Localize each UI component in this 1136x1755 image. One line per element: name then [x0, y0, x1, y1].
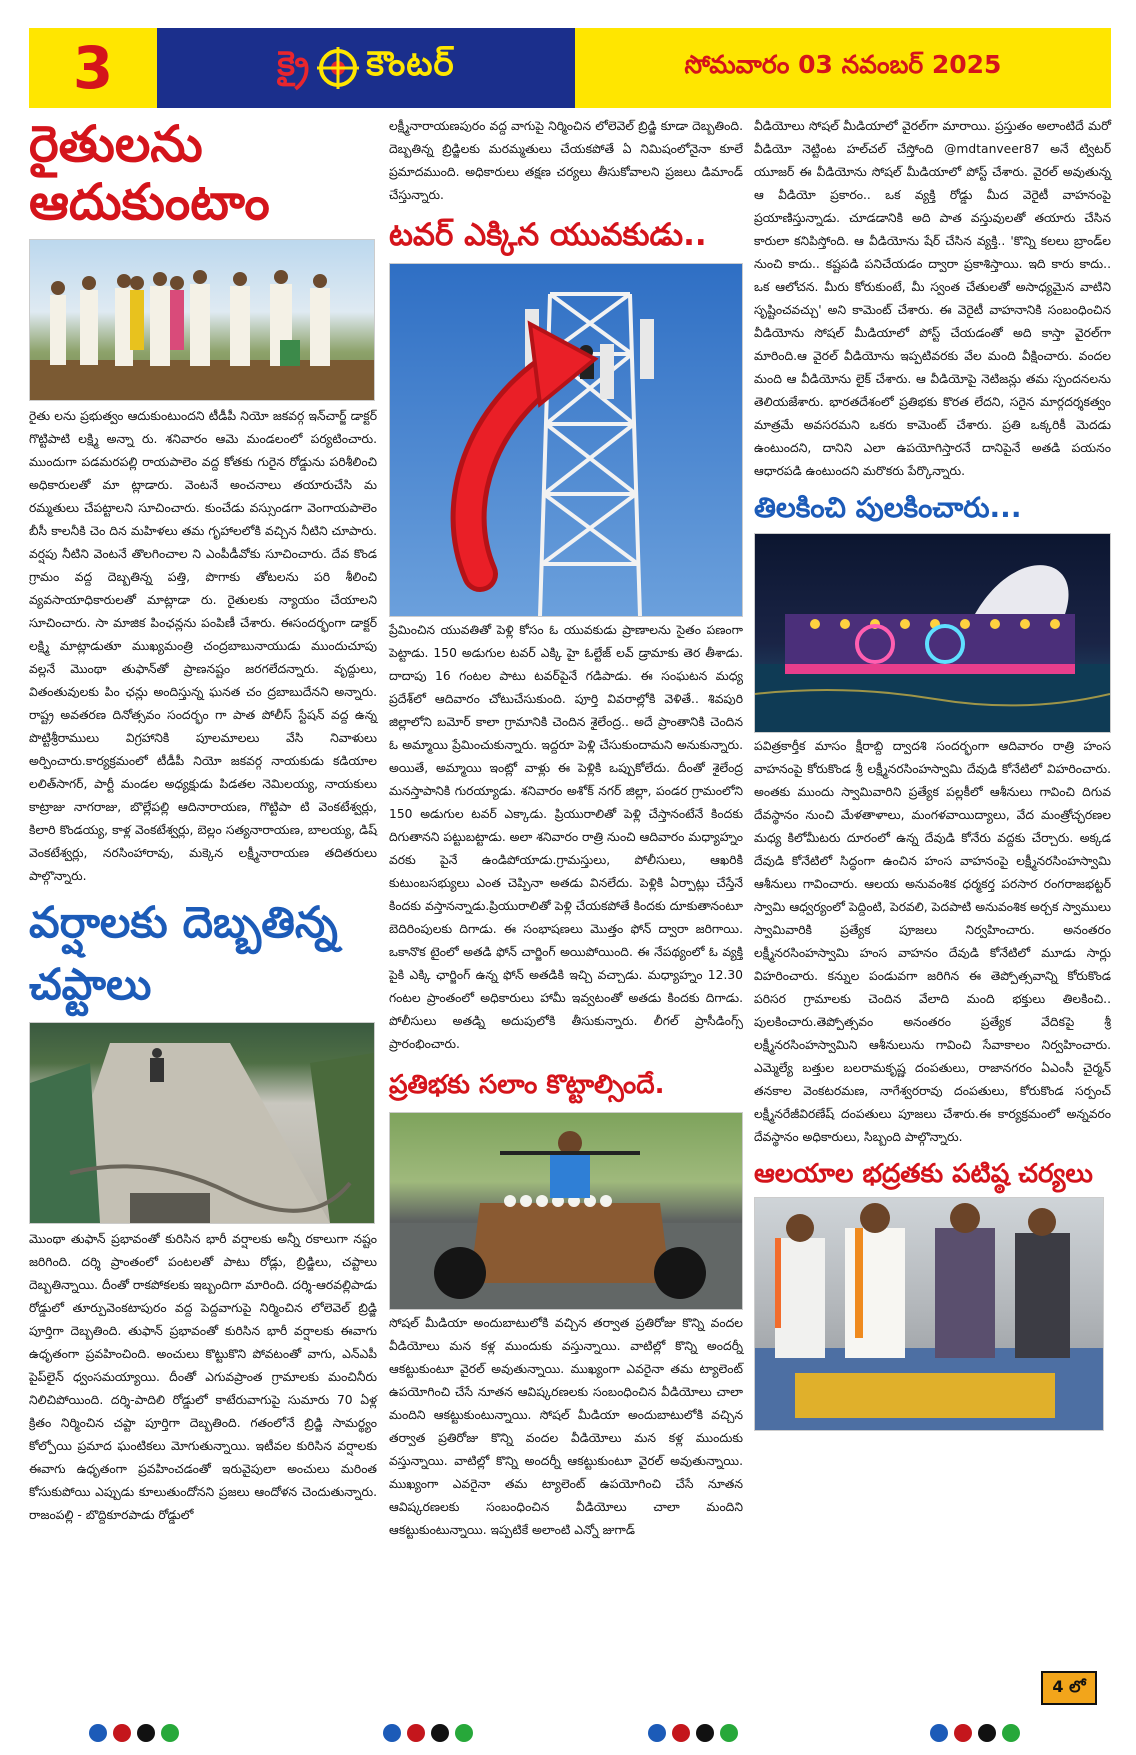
date-box	[575, 28, 1111, 108]
photo-minister-hospital	[754, 1197, 1104, 1431]
dot-green	[1002, 1724, 1020, 1742]
story-bridge-continued: లక్ష్మీనారాయణపురం వద్ద వాగుపై నిర్మించిన లోలెవెల్ బ్రిడ్జి కూడా దెబ్బతింది. దెబ్బతిన్న బ్రిడ్జిలకు మరమ్మతులు చేయకపోతే ఏ నిమిషంలోనైనా కూలే ప్రమాదముంది. అధికారులు తక్షణ చర్యలు తీసుకోవాలని ప్రజలు డిమాండ్ చేస్తున్నారు.	[389, 119, 743, 202]
photo-farmers-inspection	[29, 239, 375, 401]
story-talent-body: సోషల్ మీడియా అందుబాటులోకి వచ్చిన తర్వాత ప్రతిరోజు కొన్ని వందల వీడియోలు మన కళ్ల ముందుకు వస్తున్నాయి. వాటిల్లో కొన్ని అందర్నీ ఆకట్టుకుంటూ వైరల్ అవుతున్నాయి. ముఖ్యంగా ఎవరైనా తమ ట్యాలెంట్ ఉపయోగించి చేసే నూతన ఆవిష్కరణలకు సంబంధించిన వీడియోలు చాలా మందిని ఆకట్టుకుంటున్నాయి. సోషల్ మీడియా అందుబాటులోకి వచ్చిన తర్వాత ప్రతిరోజు కొన్ని వందల వీడియోలు మన కళ్ల ముందుకు వస్తున్నాయి. వాటిల్లో కొన్ని అందర్నీ ఆకట్టుకుంటూ వైరల్ అవుతున్నాయి. ముఖ్యంగా ఎవరైనా తమ ట్యాలెంట్ ఉపయోగించి చేసే నూతన ఆవిష్కరణలకు సంబంధించిన వీడియోలు చాలా మందిని ఆకట్టుకుంటున్నాయి. ఇప్పటికే అలాంటి ఎన్నో జుగాడ్	[389, 1316, 743, 1537]
column-2	[389, 115, 743, 1542]
story-farmers-body: రైతు లను ప్రభుత్వం ఆదుకుంటుందని టీడీపీ నియో జకవర్గ ఇన్‌చార్జ్ డాక్టర్ గొట్టిపాటి లక్ష్మి అన్నా రు. శనివారం ఆమె మండలంలో పర్యటించారు. ముందుగా పడమరపల్లి రాయపాలెం వద్ద కోతకు గురైన రోడ్డును పరిశీలించి అధికారులతో మా ట్లాడారు. వెంటనే అంచనాలు తయారుచేసి మ రమ్మతులు చేపట్టాలని సూచించారు. కుంచేడు వస్సుండగా వెంగాయపాలెం బీసీ కాలనీకి చెం దిన మహిళలు తమ గృహాలలోకి వచ్చిన నీటిని చూపారు. వర్షపు నీటిని వెంటనే తొలగించాల ని ఎంపీడీవోకు సూచించారు. దేవ కొండ గ్రామం వద్ద దెబ్బతిన్న పత్తి, పొగాకు తోటలను పరి శీలించి వ్యవసాయాధికారులతో మాట్లాడా రు. రైతులకు న్యాయం చేయాలని సూచించారు. సా మాజిక పింఛన్లను పంపిణీ చేశారు. ఈసందర్భంగా డాక్టర్ లక్ష్మి మాట్లాడుతూ ముఖ్యమంత్రి చంద్రబాబునాయుడు ముందుచూపు వల్లనే మొంథా తుఫాన్‌తో ప్రాణనష్టం జరగలేదన్నారు. వృద్దులు, వితంతువులకు పిం ఛన్లు అందిస్తున్న ఘనత చం ద్రబాబుదేనని అన్నారు. రాష్ట్ర అవతరణ దినోత్సవం సందర్భం గా పాత పోలీస్ స్టేషన్ వద్ద ఉన్న పొట్టిశ్రీరాములు విగ్రహానికి పూలమాలలు వేసి నివాళులు అర్పించారు.కార్యక్రమంలో టీడీపీ నియో జకవర్గ నాయకుడు కడియాల లలిత్‌సాగర్, పార్టీ మండల అధ్యక్షుడు పిడతల నెమిలయ్య, నాయకులు కాట్రాజు నాగరాజు, బొల్లేపల్లి ఆదినారాయణ, గొట్టిపా టి వెంకటేశ్వర్లు, కిలారి కొండయ్య, కాళ్ల వెంకటేశ్వర్లు, బెల్లం సత్యనారాయణ, బాలయ్య, డిష్ వెంకటేశ్వర్లు, నరసింహారావు, మక్కెన లక్ష్మీనారాయణ తదితరులు పాల్గొన్నారు.	[29, 409, 377, 883]
footer-dots-4	[930, 1724, 1020, 1742]
headline-tower: టవర్ ఎక్కిన యువకుడు..	[389, 217, 707, 253]
dot-red	[954, 1724, 972, 1742]
story-tower-body: ప్రేమించిన యువతితో పెళ్లి కోసం ఓ యువకుడు ప్రాణాలను సైతం పణంగా పెట్టాడు. 150 అడుగుల టవర్ ఎక్కి హై ఓల్టేజ్ లవ్ డ్రామాకు తెర తీశాడు. దాదాపు 16 గంటల పాటు టవర్‌పైనే గడిపాడు. ఈ సంఘటన మధ్య ప్రదేశ్‌లో ఆదివారం చోటుచేసుకుంది. పూర్తి వివరాల్లోకి వెళితే.. శివపురి జిల్లాలోని బమోర్ కాలా గ్రామానికి చెందిన శైలేంద్ర.. అదే ప్రాంతానికి చెందిన ఓ అమ్మాయి ప్రేమించుకున్నారు. ఇద్దరూ పెళ్లి చేసుకుందామని అనుకున్నారు. అయితే, అమ్మాయి ఇంట్లో వాళ్లు ఈ పెళ్లికి ఒప్పుకోలేదు. దీంతో శైలేంద్ర మనస్తాపానికి గురయ్యాడు. శనివారం అశోక్ నగర్ జిల్లా, పండర గ్రామంలోని 150 అడుగుల టవర్ ఎక్కాడు. ప్రియురాలితో పెళ్లి చేస్తానంటేనే కిందకు దిగుతానని పట్టుబట్టాడు. అలా శనివారం రాత్రి నుంచి ఆదివారం మధ్యాహ్నం వరకు పైనే ఉండిపోయాడు.గ్రామస్తులు, పోలీసులు, ఆఖరికి కుటుంబసభ్యులు ఎంత చెప్పినా అతడు వినలేదు. పెళ్లికి ఏర్పాట్లు చేస్తేనే కిందకు వస్తానన్నాడు.ప్రియురాలితో పెళ్లి చేయకపోతే కిందకు దూకుతానంటూ బెదిరింపులకు దిగాడు. ఈ సంభాషణలు మొత్తం ఫోన్ ద్వారా జరిగాయి. ఒకానొక టైంలో అతడి ఫోన్ చార్జింగ్ అయిపోయింది. ఈ నేపథ్యంలో ఓ వ్యక్తి పైకి ఎక్కి ఛార్జింగ్ ఉన్న ఫోన్ అతడికి ఇచ్చి వచ్చాడు. మధ్యాహ్నం 12.30 గంటల ప్రాంతంలో అధికారులు హామీ ఇవ్వటంతో అతడు కిందకు దిగాడు. పోలీసులు అతడ్ని అదుపులోకి తీసుకున్నారు. లీగల్ ప్రాసీడింగ్స్ ప్రారంభించారు.	[389, 623, 744, 1051]
dot-black	[696, 1724, 714, 1742]
page-number-box	[29, 28, 157, 108]
dot-red	[407, 1724, 425, 1742]
headline-festival: తిలకించి పులకించారు...	[754, 491, 1022, 524]
dot-green	[720, 1724, 738, 1742]
dot-blue	[383, 1724, 401, 1742]
logo-right-text: కౌంటర్	[366, 44, 455, 84]
page-number: 3	[72, 34, 114, 102]
newspaper-logo	[157, 28, 575, 108]
photo-tower-youth	[389, 263, 743, 617]
dot-green	[455, 1724, 473, 1742]
dot-black	[978, 1724, 996, 1742]
column-3	[754, 115, 1111, 1431]
photo-homemade-car	[389, 1112, 743, 1310]
dot-black	[137, 1724, 155, 1742]
headline-farmers: రైతులను ఆదుకుంటాం	[29, 115, 270, 231]
story-culverts-body: మొంథా తుఫాన్ ప్రభావంతో కురిసిన భారీ వర్షాలకు అన్నీ రకాలుగా నష్టం జరిగింది. దర్శి ప్రాంతంలో పంటలతో పాటు రోడ్లు, బ్రిడ్జిలు, చప్టాలు దెబ్బతిన్నాయి. దీంతో రాకపోకలకు ఇబ్బందిగా మారింది. దర్శి-ఆరవల్లిపాడు రోడ్డులో తూర్పువెంకటాపురం వద్ద పెద్దవాగుపై నిర్మించిన లోలెవెల్ బ్రిడ్జి పూర్తిగా దెబ్బతింది. తుఫాన్ ప్రభావంతో కురిసిన భారీ వర్షాలకు ఈవాగు ఉధృతంగా ప్రవహించింది. అంచులు కొట్టుకొని పోవటంతో వాగు, ఎన్‌ఎపీ పైప్‌లైన్ ధ్వంసమయ్యాయి. దీంతో ఎగువప్రాంత గ్రామాలకు మంచినీరు నిలిచిపోయింది. దర్శి-పాదిలి రోడ్డులో కాటేరువాగుపై సుమారు 70 ఏళ్ల క్రితం నిర్మించిన చప్టా పూర్తిగా దెబ్బతింది. గతంలోనే బ్రిడ్జి సామర్థ్యం కోల్పోయి ప్రమాద ఘంటికలు మోగుతున్నాయి. ఇటీవల కురిసిన వర్షాలకు ఈవాగు ఉధృతంగా ప్రవహించడంతో ఇరువైపులా అంచులు మరింత కోసుకుపోయి ఎప్పుడు కూలుతుందోనని ప్రజలు ఆందోళన చెందుతున్నారు. రాజంపల్లి - బొద్దికూరపాడు రోడ్డులో	[29, 1232, 377, 1522]
headline-culverts: వర్షాలకు దెబ్బతిన్న చప్టాలు	[29, 898, 338, 1010]
footer-dots-1	[89, 1724, 179, 1742]
dot-blue	[648, 1724, 666, 1742]
headline-temple-security: ఆలయాల భద్రతకు పటిష్ఠ చర్యలు	[754, 1159, 1093, 1189]
dot-blue	[930, 1724, 948, 1742]
photo-temple-float	[754, 533, 1111, 733]
story-talent-continued: వీడియోలు సోషల్ మీడియాలో వైరల్‌గా మారాయి. ప్రస్తుతం అలాంటిదే మరో వీడియో నెట్టింట హల్‌చల్ చేస్తోంది @mdtanveer87 అనే ట్విటర్ యూజర్ ఈ వీడియోను సోషల్ మీడియాలో పోస్ట్ చేశారు. వైరల్ అవుతున్న ఆ వీడియో ప్రకారం.. ఒక వ్యక్తి రోడ్డు మీద వెరైటీ వాహనంపై ప్రయాణిస్తున్నాడు. చూడడానికి అది పాత వస్తువులతో తయారు చేసిన కారులా కనిపిస్తోంది. ఆ వీడియోను షేర్ చేసిన వ్యక్తి.. 'కొన్ని కలలు బ్రాండ్‌ల నుంచి కాదు.. కష్టపడి పనిచేయడం ద్వారా ప్రకాశిస్తాయి. ఇది కారు కాదు.. ఒక ఆలోచన. మీరు కోరుకుంటే, మీ స్వంత చేతులతో అసాధ్యమైన వాటిని సృష్టించవచ్చు' అని కామెంట్ చేశారు. ఈ వెరైటీ వాహనానికి సంబంధించిన వీడియోను సోషల్ మీడియాలో పోస్ట్ చేయడంతో అది కాస్తా వైరల్‌గా మారింది.ఆ వైరల్ వీడియోను ఇప్పటివరకు వేల మంది వీక్షించారు. వందల మంది ఆ వీడియోను లైక్ చేశారు. ఆ వీడియోపై నెటిజన్లు తమ స్పందనలను తెలియజేశారు. భారతదేశంలో ప్రతిభకు కొరత లేదని, సరైన మార్గదర్శకత్వం మాత్రమే అవసరమని ఒకరు కామెంట్ చేశారు. ప్రతి ఒక్కరికీ మెదడు ఉంటుందని, దానిని ఎలా ఉపయోగిస్తారనే దానిపైనే అతడి పయనం ఆధారపడి ఉంటుందని మరొకరు పేర్కొన్నారు.	[754, 119, 1111, 478]
continued-page-badge: 4 లో	[1041, 1671, 1097, 1705]
dot-blue	[89, 1724, 107, 1742]
masthead	[29, 28, 1111, 108]
headline-talent: ప్రతిభకు సలాం కొట్టాల్సిందే.	[389, 1070, 665, 1100]
story-festival-body: పవిత్రకార్తీక మాసం క్షీరాబ్ది ద్వాదశి సందర్భంగా ఆదివారం రాత్రి హంస వాహనంపై కోరుకొండ శ్రీ లక్ష్మీనరసింహస్వామి దేవుడి కోనేటిలో విహరించారు. అంతకు ముందు స్వామివారిని ప్రత్యేక పల్లకీలో ఆశీనులు గావించి దిగువ దేవస్థానం నుంచి మేళతాళాలు, మంగళవాయిద్యాలు, వేద మంత్రోచ్ఛరణల మధ్య కిలోమీటరు దూరంలో ఉన్న దేవుడి కోనేరు వద్దకు చేర్చారు. అక్కడ దేవుడి కోనేటిలో సిద్ధంగా ఉంచిన హంస వాహనంపై లక్ష్మీనరసింహస్వామి ఆశీనులు గావించారు. ఆలయ అనువంశిక ధర్మకర్త పరసార రంగరాజభట్టర్ స్వామి ఆధ్వర్యంలో పెద్దింటి, పెరవలి, పెదపాటి అనువంశిక అర్చక స్వాములు స్వామివారికి ప్రత్యేక పూజలు నిర్వహించారు. అనంతరం లక్ష్మీనరసింహస్వామి హంస వాహనం దేవుడి కోనేటిలో మూడు సార్లు విహరించారు. కన్నుల పండువగా జరిగిన ఈ తెప్పోత్సవాన్ని కోరుకొండ పరిసర గ్రామాలకు చెందిన వేలాది మంది భక్తులు తిలకించి.. పులకించారు.తెప్పోత్సవం అనంతరం ప్రత్యేక వేదికపై శ్రీ లక్ష్మీనరసింహస్వామిని ఆశీనులును గావించి సేవాకాలం నిర్వహించారు. ఎమ్మెల్యే బత్తుల బలరామకృష్ణ దంపతులు, రాజానగరం ఏఎంసీ చైర్మన్ తనకాల వెంకటరమణ, నాగేశ్వరరావు దంపతులు, కోరుకొండ సర్పంచ్ లక్ష్మీనరేజీవిరణేష్ దంపతులు పూజలు చేశారు.ఈ కార్యక్రమంలో అన్నవరం దేవస్థానం అధికారులు, సిబ్బంది పాల్గొన్నారు.	[754, 739, 1111, 1144]
dot-red	[672, 1724, 690, 1742]
footer-dots-2	[383, 1724, 473, 1742]
footer-dots-3	[648, 1724, 738, 1742]
dot-black	[431, 1724, 449, 1742]
column-1	[29, 115, 377, 1527]
logo-left-text: క్రై	[277, 44, 311, 84]
crosshair-icon	[316, 46, 360, 90]
dot-red	[113, 1724, 131, 1742]
photo-damaged-culvert	[29, 1022, 375, 1224]
issue-date: సోమవారం 03 నవంబర్ 2025	[684, 50, 1002, 79]
dot-green	[161, 1724, 179, 1742]
